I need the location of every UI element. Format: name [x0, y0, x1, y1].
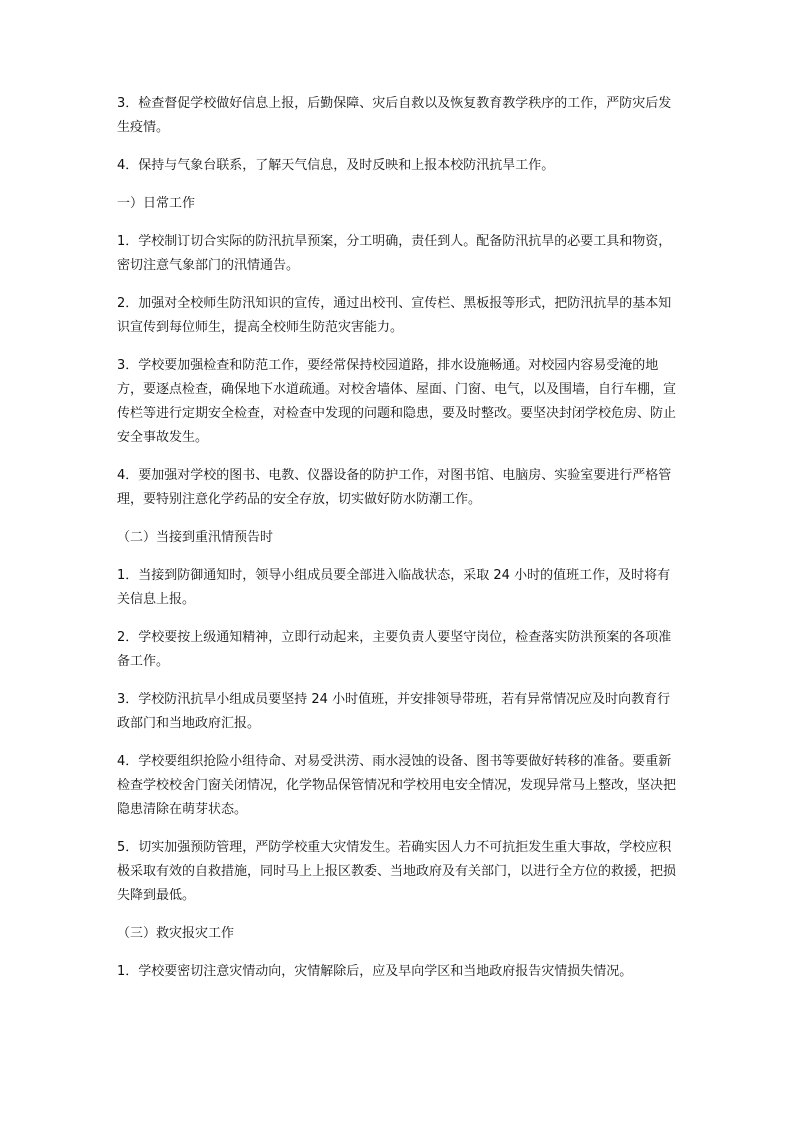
warning-item-5: 5．切实加强预防管理，严防学校重大灾情发生。若确实因人力不可抗拒发生重大事故，学校应积极采取有效的自救措施，同时马上上报区教委、当地政府及有关部门，以进行全方位的救援，把损失降到最低。 [117, 840, 677, 903]
daily-item-2: 2．加强对全校师生防汛知识的宣传，通过出校刊、宣传栏、黑板报等形式，把防汛抗旱的基本知识宣传到每位师生，提高全校师生防范灾害能力。 [117, 296, 672, 335]
daily-item-4: 4．要加强对学校的图书、电教、仪器设备的防护工作，对图书馆、电脑房、实验室要进行严格管理，要特别注意化学药品的安全存放，切实做好防水防潮工作。 [117, 468, 672, 507]
warning-item-1: 1．当接到防御通知时，领导小组成员要全部进入临战状态，采取 24 小时的值班工作，及时将有关信息上报。 [117, 568, 671, 607]
warning-item-3: 3．学校防汛抗旱小组成员要坚持 24 小时值班，并安排领导带班，若有异常情况应及时向教育行政部门和当地政府汇报。 [117, 692, 671, 731]
paragraph-inspection: 3．检查督促学校做好信息上报，后勤保障、灾后自救以及恢复教育教学秩序的工作，严防灾后发生疫情。 [117, 96, 672, 135]
section-heading-flood-warning: （二）当接到重汛情预告时 [117, 530, 274, 545]
daily-item-1: 1．学校制订切合实际的防汛抗旱预案，分工明确，责任到人。配备防汛抗旱的必要工具和物资，密切注意气象部门的汛情通告。 [117, 234, 672, 273]
section-heading-daily-work: 一）日常工作 [117, 196, 196, 211]
warning-item-2: 2．学校要按上级通知精神，立即行动起来，主要负责人要坚守岗位，检查落实防洪预案的各项准备工作。 [117, 630, 672, 669]
section-heading-disaster-relief: （三）救灾报灾工作 [117, 926, 235, 941]
warning-item-4: 4．学校要组织抢险小组待命、对易受洪涝、雨水浸蚀的设备、图书等要做好转移的准备。要重新检查学校校舍门窗关闭情况，化学物品保管情况和学校用电安全情况，发现异常马上整改，坚决把隐患清除在萌芽状态。 [117, 754, 677, 817]
daily-item-3: 3．学校要加强检查和防范工作，要经常保持校园道路，排水设施畅通。对校园内容易受淹的地方，要逐点检查，确保地下水道疏通。对校舍墙体、屋面、门窗、电气，以及围墙，自行车棚，宣传栏等进行定期安全检查，对检查中发现的问题和隐患，要及时整改。要坚决封闭学校危房、防止安全事故发生。 [117, 358, 677, 445]
paragraph-weather-contact: 4．保持与气象台联系，了解天气信息，及时反映和上报本校防汛抗旱工作。 [117, 158, 555, 173]
document-body [117, 92, 683, 998]
relief-item-1: 1．学校要密切注意灾情动向，灾情解除后，应及早向学区和当地政府报告灾情损失情况。 [117, 964, 633, 979]
